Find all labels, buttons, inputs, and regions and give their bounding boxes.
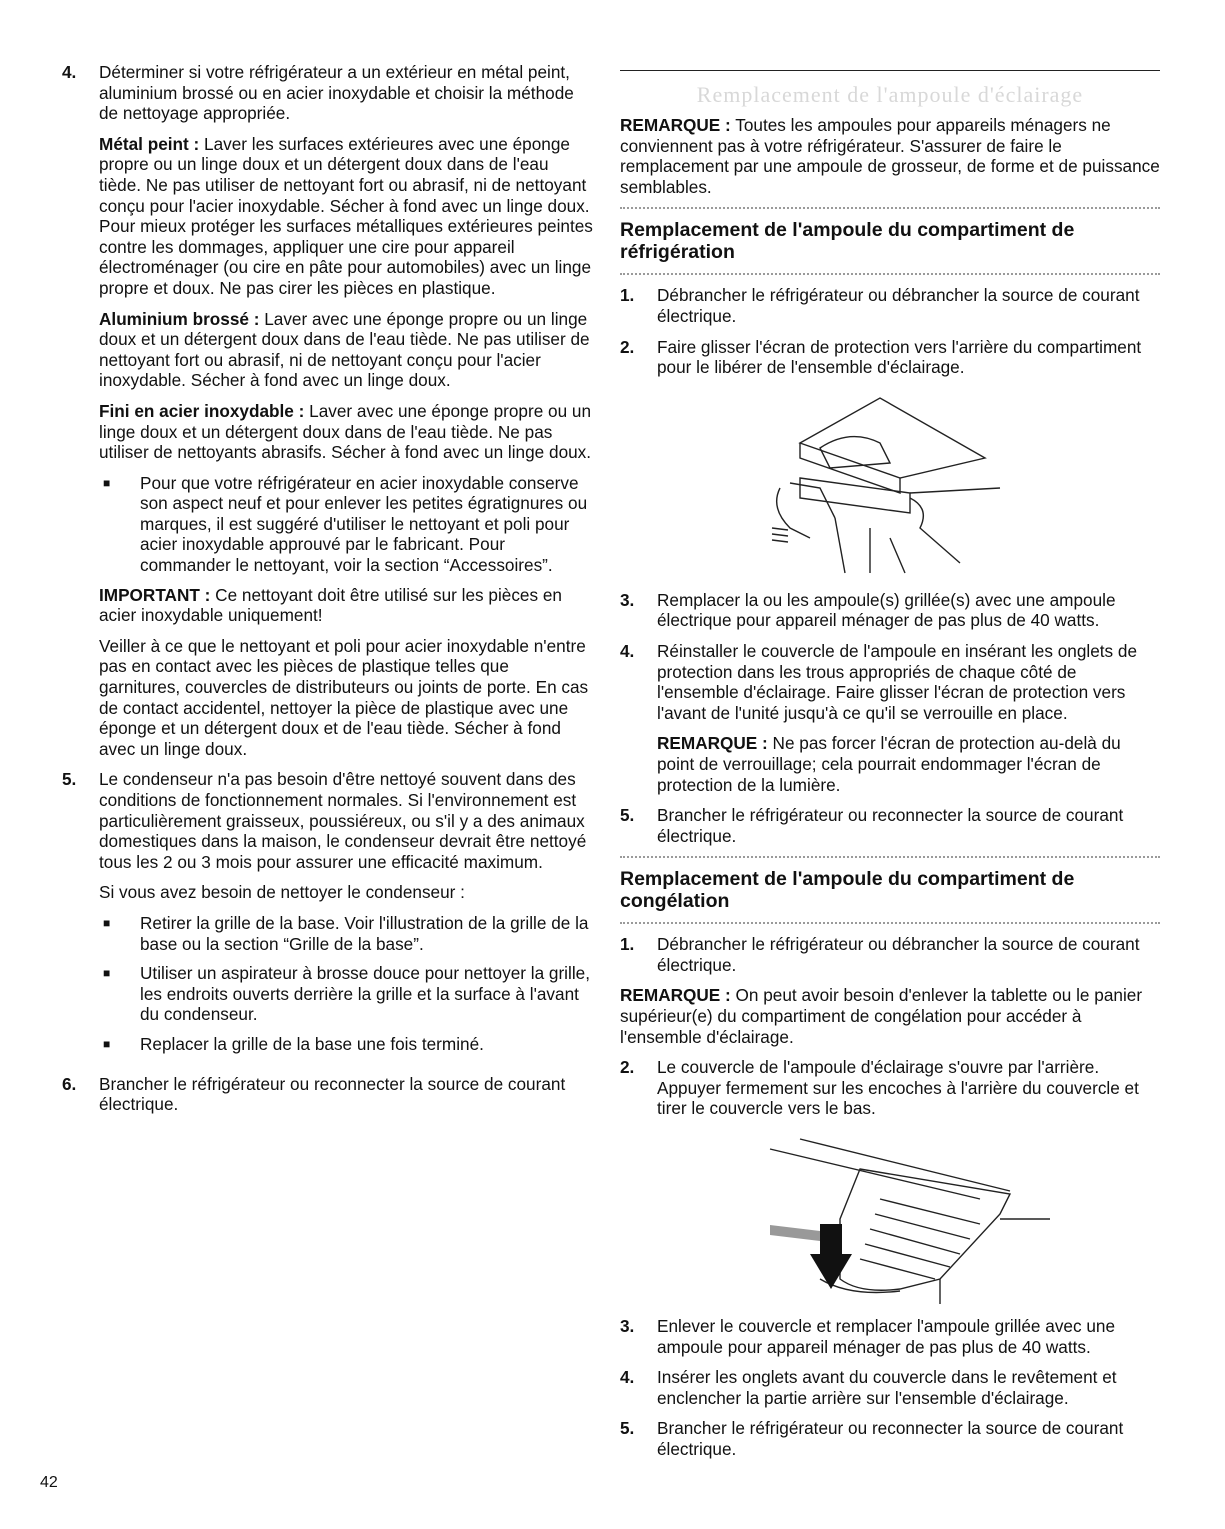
refrig-step-5 xyxy=(620,805,1160,846)
top-divider xyxy=(620,70,1160,71)
stainless-text: Laver avec une éponge propre ou un linge doux et un détergent doux dans de l'eau tiède. Ne pas utiliser de nettoyants abrasifs. Sécher à fond avec un linge doux. xyxy=(99,400,592,463)
step-number: 3. xyxy=(620,589,635,610)
step-text: Débrancher le réfrigérateur ou débrancher la source de courant électrique. xyxy=(657,285,1140,326)
bullet-marker: ■ xyxy=(103,475,111,490)
brushed-aluminum-text: Laver avec une éponge propre ou un linge doux et un détergent doux dans de l'eau tiède. Ne pas utiliser de nettoyant fort ou abrasif, ni de nettoyant conçu pour l'acier inoxydable. Sécher à fond avec un linge doux. xyxy=(99,308,590,391)
right-column xyxy=(620,70,1160,1470)
left-column xyxy=(62,62,594,1125)
freezer-step-3 xyxy=(620,1316,1160,1357)
step-number: 5. xyxy=(620,805,635,826)
remarque-text: On peut avoir besoin d'enlever la tablette ou le panier supérieur(e) du compartiment de congélation pour accéder à l'ensemble d'éclairage. xyxy=(620,985,1143,1047)
step-text: Brancher le réfrigérateur ou reconnecter la source de courant électrique. xyxy=(99,1073,566,1115)
step-number: 2. xyxy=(620,336,635,357)
brushed-aluminum-label: Aluminium brossé : xyxy=(99,308,260,329)
dotted-divider xyxy=(620,922,1160,924)
step-number: 5. xyxy=(620,1418,635,1439)
remarque-text: Ne pas forcer l'écran de protection au-delà du point de verrouillage; cela pourrait endommager l'écran de protection de la lumière. xyxy=(657,733,1121,795)
bullet-marker: ■ xyxy=(103,1036,111,1051)
refrig-step-2 xyxy=(620,337,1160,378)
step-number: 3. xyxy=(620,1316,635,1337)
step-subtext: Si vous avez besoin de nettoyer le condenseur : xyxy=(99,882,465,903)
freezer-heading: Remplacement de l'ampoule du compartiment de congélation xyxy=(620,868,1075,913)
remarque-text: Toutes les ampoules pour appareils ménagers ne conviennent pas à votre réfrigérateur. S'assurer de faire le remplacement par une ampoule de grosseur, de forme et de puissance semblables. xyxy=(620,115,1160,197)
step-text: Insérer les onglets avant du couvercle dans le revêtement et enclencher la partie arrière sur l'ensemble d'éclairage. xyxy=(657,1367,1117,1408)
refrig-step-3 xyxy=(620,590,1160,631)
bullet-item xyxy=(99,913,594,954)
freezer-step-2 xyxy=(620,1057,1160,1119)
stainless-paragraph xyxy=(99,401,594,463)
bullet-text: Replacer la grille de la base une fois terminé. xyxy=(140,1033,484,1054)
step-6 xyxy=(62,1074,594,1115)
step-number: 4. xyxy=(620,1367,635,1388)
step-text: Déterminer si votre réfrigérateur a un extérieur en métal peint, aluminium brossé ou en acier inoxydable et choisir la méthode de nettoyage appropriée. xyxy=(99,62,574,124)
bullet-item xyxy=(99,1034,594,1055)
step-number: 5. xyxy=(62,769,77,790)
refrig-note xyxy=(657,733,1160,795)
refrig-step-4 xyxy=(620,641,1160,795)
step-text: Brancher le réfrigérateur ou reconnecter la source de courant électrique. xyxy=(657,805,1124,846)
step-text: Brancher le réfrigérateur ou reconnecter la source de courant électrique. xyxy=(657,1418,1124,1459)
page-number: 42 xyxy=(40,1474,58,1491)
painted-metal-label: Métal peint : xyxy=(99,133,200,154)
step-number: 4. xyxy=(620,640,635,661)
freezer-step-4 xyxy=(620,1367,1160,1408)
step-number: 4. xyxy=(62,62,77,82)
bullet-item xyxy=(99,963,594,1025)
bullet-marker: ■ xyxy=(103,966,111,981)
section-title: Remplacement de l'ampoule d'éclairage xyxy=(696,82,1084,107)
refrigerator-light-illustration xyxy=(760,388,1020,578)
important-label: IMPORTANT : xyxy=(99,584,211,605)
step-text: Réinstaller le couvercle de l'ampoule en insérant les onglets de protection dans les trous appropriés de chaque côté de l'ensemble d'éclairage. Faire glisser l'écran de protection vers l'avant de l'unité jusqu'à ce qu'il se verrouille en place. xyxy=(657,640,1138,723)
step-text: Le condenseur n'a pas besoin d'être nettoyé souvent dans des conditions de fonctionnement normales. Si l'environnement est particulièrement graisseux, poussiéreux, ou s'il y a des animaux domestiques dans la maison, le condenseur devrait être nettoyé tous les 2 ou 3 mois pour assurer une efficacité maximum. xyxy=(99,769,587,872)
bullet-marker: ■ xyxy=(103,915,111,930)
step-number: 1. xyxy=(620,934,635,955)
step-text: Débrancher le réfrigérateur ou débrancher la source de courant électrique. xyxy=(657,934,1140,975)
bullet-text: Pour que votre réfrigérateur en acier inoxydable conserve son aspect neuf et pour enlever les petites égratignures ou marques, il est suggéré d'utiliser le nettoyant et poli pour acier inoxydable approuvé par le fabricant. Pour commander le nettoyant, voir la section “Accessoires”. xyxy=(140,472,588,576)
brushed-aluminum-paragraph xyxy=(99,309,594,391)
refrig-step-1 xyxy=(620,285,1160,326)
stainless-label: Fini en acier inoxydable : xyxy=(99,400,305,421)
step-5 xyxy=(62,769,594,1063)
step-text: Faire glisser l'écran de protection vers l'arrière du compartiment pour le libérer de l'ensemble d'éclairage. xyxy=(657,336,1142,378)
painted-metal-paragraph xyxy=(99,134,594,299)
bullet-text: Retirer la grille de la base. Voir l'illustration de la grille de la base ou la section “Grille de la base”. xyxy=(140,912,589,954)
refrigeration-heading: Remplacement de l'ampoule du compartiment de réfrigération xyxy=(620,219,1075,264)
freezer-light-illustration xyxy=(710,1129,1070,1304)
dotted-divider xyxy=(620,856,1160,858)
step-number: 1. xyxy=(620,285,635,306)
step-text: Remplacer la ou les ampoule(s) grillée(s) avec une ampoule électrique pour appareil ménager de pas plus de 40 watts. xyxy=(657,589,1116,631)
remarque-label: REMARQUE : xyxy=(657,733,768,754)
caution-paragraph: Veiller à ce que le nettoyant et poli pour acier inoxydable n'entre pas en contact avec les pièces de plastique telles que garnitures, couvercles de distributeurs ou joints de porte. En cas de contact accidentel, nettoyer la pièce de plastique avec une éponge et un détergent doux et de l'eau tiède. Sécher à fond avec un linge doux. xyxy=(99,635,589,759)
bullet-item xyxy=(99,473,594,576)
remarque-paragraph xyxy=(620,115,1160,197)
remarque-label: REMARQUE : xyxy=(620,115,731,135)
freezer-note xyxy=(620,985,1160,1047)
dotted-divider xyxy=(620,273,1160,275)
step-number: 2. xyxy=(620,1057,635,1078)
remarque-label: REMARQUE : xyxy=(620,985,731,1006)
step-text: Enlever le couvercle et remplacer l'ampoule grillée avec une ampoule pour appareil ménager de pas plus de 40 watts. xyxy=(657,1316,1116,1357)
step-text: Le couvercle de l'ampoule d'éclairage s'ouvre par l'arrière. Appuyer fermement sur les encoches à l'arrière du couvercle et tirer le couvercle vers le bas. xyxy=(657,1057,1139,1119)
step-4 xyxy=(62,62,594,759)
step-number: 6. xyxy=(62,1073,77,1094)
important-paragraph xyxy=(99,585,594,626)
important-text: Ce nettoyant doit être utilisé sur les pièces en acier inoxydable uniquement! xyxy=(99,584,562,626)
freezer-step-5 xyxy=(620,1418,1160,1459)
dotted-divider xyxy=(620,207,1160,209)
bullet-text: Utiliser un aspirateur à brosse douce pour nettoyer la grille, les endroits ouverts derrière la grille et la surface à l'avant du condenseur. xyxy=(140,963,590,1025)
freezer-step-1 xyxy=(620,934,1160,975)
painted-metal-text: Laver les surfaces extérieures avec une éponge propre ou un linge doux et un détergent doux dans de l'eau tiède. Ne pas utiliser de nettoyant fort ou abrasif, ni de nettoyant conçu pour l'acier inoxydable. Sécher à fond avec un linge doux. Pour mieux protéger les surfaces métalliques extérieures peintes contre les dommages, appliquer une cire pour appareil électroménager (ou cire en pâte pour automobiles) avec un linge propre et doux. Ne pas cirer les pièces en plastique. xyxy=(99,133,593,298)
